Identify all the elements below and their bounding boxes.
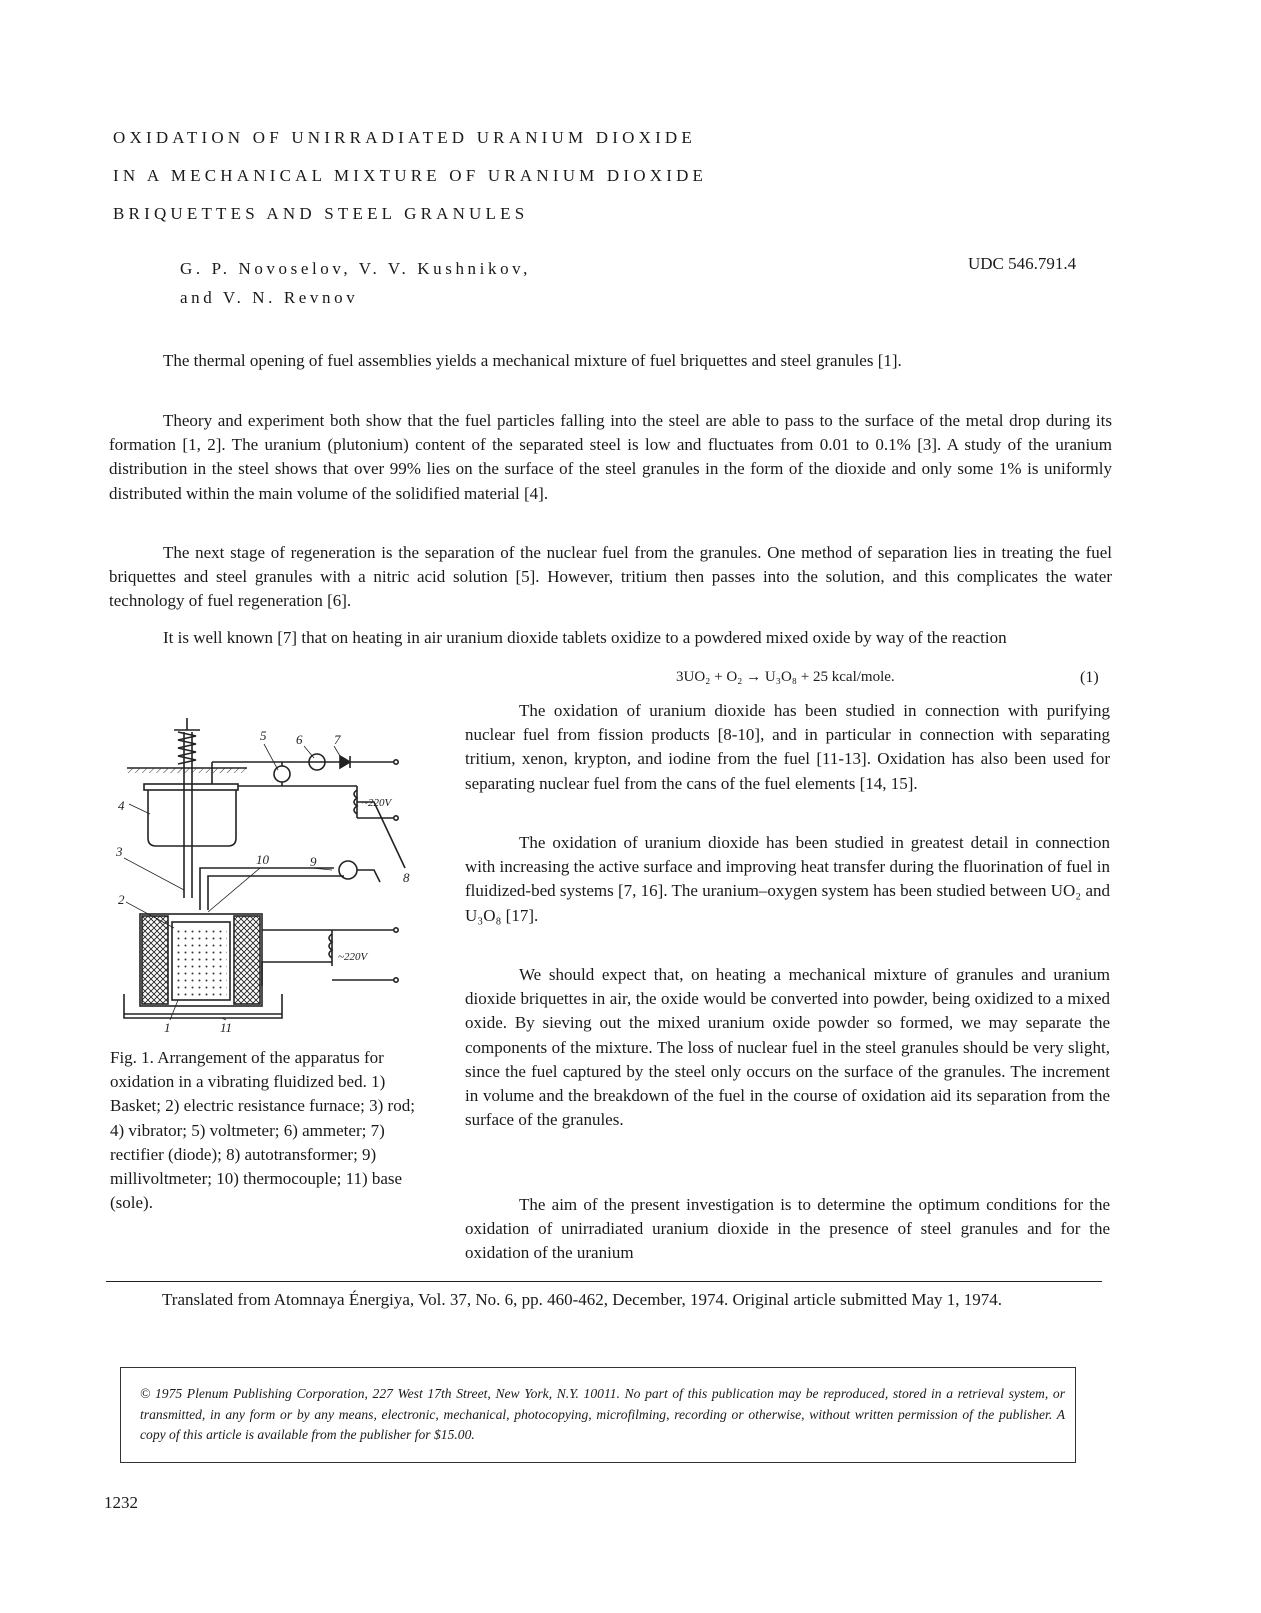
voltage-label-bottom: ~220V xyxy=(338,951,368,963)
figure-label: 2 xyxy=(118,892,125,907)
copyright-notice: © 1975 Plenum Publishing Corporation, 227 West 17th Street, New York, N.Y. 10011. No part of this publication may be reproduced, stored in a retrieval system, or transmitted, in any form or by any means, electronic, mechanical, photocopying, microfilming, recording or otherwise, without written permission of the publisher. A copy of this article is available from the publisher for $15.00. xyxy=(140,1386,1065,1442)
apparatus-figure xyxy=(112,718,412,1038)
figure-label: 6 xyxy=(296,732,303,747)
reaction-equation: 3UO₂ + O₂ → U₃O₈ + 25 kcal/mole. xyxy=(676,669,895,685)
figure-label: 4 xyxy=(118,798,125,813)
apparatus-diagram xyxy=(112,718,412,1038)
paragraph-5: The oxidation of uranium dioxide has been studied in connection with purifying nuclear fuel from fission products [8-10], and in particular in connection with separating tritium, xenon, krypton, and iodine from the fuel [11-13]. Oxidation has also been used for separating nuclear fuel from the cans of the fuel elements [14, 15]. xyxy=(465,701,1110,793)
footnote-rule xyxy=(106,1281,1102,1282)
paragraph-1: The thermal opening of fuel assemblies yields a mechanical mixture of fuel briquettes and steel granules [1]. xyxy=(163,351,902,370)
authors: G. P. Novoselov, V. V. Kushnikov, and V. N. Revnov xyxy=(180,259,532,307)
figure-caption: Fig. 1. Arrangement of the apparatus for oxidation in a vibrating fluidized bed. 1) Basket; 2) electric resistance furnace; 3) rod; 4) vibrator; 5) voltmeter; 6) ammeter; 7) rectifier (diode); 8) autotransformer; 9) millivoltmeter; 10) thermocouple; 11) base (sole). xyxy=(110,1048,415,1213)
voltage-label-top: ~220V xyxy=(362,797,392,809)
title-line-3: BRIQUETTES AND STEEL GRANULES xyxy=(113,204,529,223)
figure-label: 9 xyxy=(310,854,317,869)
title-line-2: IN A MECHANICAL MIXTURE OF URANIUM DIOXIDE xyxy=(113,166,708,185)
figure-label: 3 xyxy=(116,844,123,859)
paragraph-6: The oxidation of uranium dioxide has been studied in greatest detail in connection with increasing the active surface and improving heat transfer during the fluorination of fuel in fluidized-bed systems [7, 16]. The uranium–oxygen system has been studied between UO₂ and U₃O₈ [17]. xyxy=(465,833,1110,925)
figure-label: 10 xyxy=(256,852,269,867)
paragraph-8: The aim of the present investigation is to determine the optimum conditions for the oxidation of unirradiated uranium dioxide in the presence of steel granules and for the oxidation of the uranium xyxy=(465,1195,1110,1263)
translation-note: Translated from Atomnaya Énergiya, Vol. 37, No. 6, pp. 460-462, December, 1974. Original article submitted May 1, 1974. xyxy=(162,1290,1003,1309)
figure-label: 7 xyxy=(334,732,341,747)
paragraph-2: Theory and experiment both show that the fuel particles falling into the steel are able to pass to the surface of the metal drop during its formation [1, 2]. The uranium (plutonium) content of the separated steel is low and fluctuates from 0.01 to 0.1% [3]. A study of the uranium distribution in the steel shows that over 99% lies on the surface of the steel granules in the form of the dioxide and only some 1% is uniformly distributed within the main volume of the solidified material [4]. xyxy=(109,411,1112,503)
figure-label: 1 xyxy=(164,1020,171,1035)
paragraph-7: We should expect that, on heating a mechanical mixture of granules and uranium dioxide briquettes in air, the oxide would be converted into powder, being oxidized to a mixed oxide. By sieving out the mixed uranium oxide powder so formed, we may separate the components of the mixture. The loss of nuclear fuel in the steel granules should be very slight, since the fuel captured by the steel only occurs on the surface of the granules. The increment in volume and the breakdown of the fuel in the course of oxidation aid its separation from the surface of the granules. xyxy=(465,965,1110,1130)
figure-label: 8 xyxy=(403,870,410,885)
page-number: 1232 xyxy=(104,1493,138,1512)
figure-label: 5 xyxy=(260,728,267,743)
udc-code: UDC 546.791.4 xyxy=(968,254,1077,273)
paragraph-4: It is well known [7] that on heating in air uranium dioxide tablets oxidize to a powdered mixed oxide by way of the reaction xyxy=(163,628,1007,647)
title-line-1: OXIDATION OF UNIRRADIATED URANIUM DIOXIDE xyxy=(113,128,696,147)
figure-label: 11 xyxy=(220,1020,233,1035)
equation-number: (1) xyxy=(1080,669,1099,686)
paragraph-3: The next stage of regeneration is the separation of the nuclear fuel from the granules. One method of separation lies in treating the fuel briquettes and steel granules with a nitric acid solution [5]. However, tritium then passes into the solution, and this complicates the water technology of fuel regeneration [6]. xyxy=(109,543,1112,611)
